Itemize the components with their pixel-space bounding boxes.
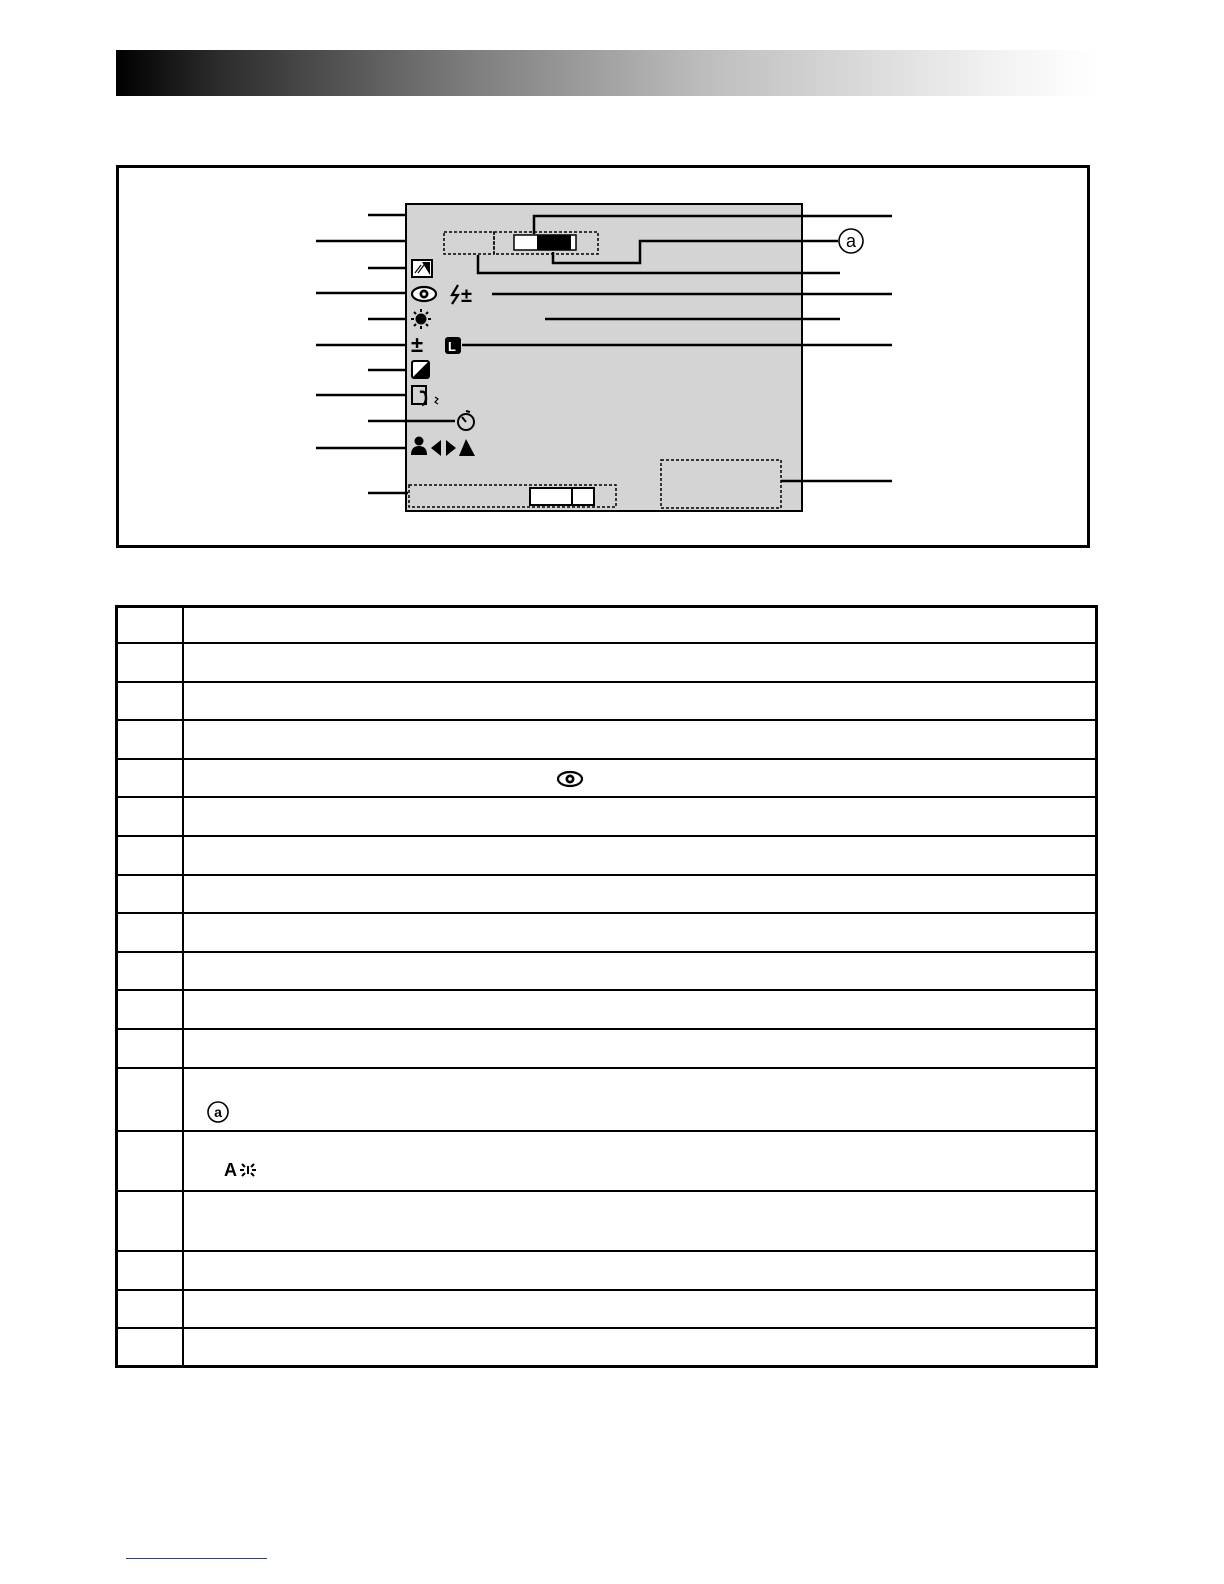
row-description-cell (183, 1328, 1097, 1367)
table-row (117, 607, 1097, 643)
row-number-cell (117, 1251, 184, 1290)
callout-line (534, 216, 892, 234)
table-row (117, 643, 1097, 682)
red-eye-icon (412, 287, 436, 301)
table-row (117, 1251, 1097, 1290)
card-mode-icon (412, 386, 438, 405)
table-row (117, 952, 1097, 990)
svg-text:±: ± (411, 332, 424, 357)
marker-a-icon (839, 229, 863, 253)
row-number-cell (117, 797, 184, 836)
row-number-cell (117, 990, 184, 1029)
row-description-cell (183, 1251, 1097, 1290)
dotted-box (444, 232, 494, 254)
bottom-gauge-icon (530, 488, 594, 505)
row-description-cell (183, 1029, 1097, 1068)
table-row (117, 990, 1097, 1029)
table-row (117, 1131, 1097, 1191)
diagram-callouts (0, 0, 1224, 600)
row-number-cell (117, 913, 184, 952)
marker-a-icon (206, 1100, 230, 1124)
table-row (117, 836, 1097, 875)
table-row (117, 1191, 1097, 1251)
description-table-wrap (115, 605, 1098, 1368)
row-description-cell (183, 1191, 1097, 1251)
row-description-cell (183, 836, 1097, 875)
exposure-compensation-icon (411, 332, 423, 357)
row-description-cell (183, 682, 1097, 720)
row-description-cell (183, 1290, 1097, 1328)
row-description-cell (183, 607, 1097, 643)
row-description-cell (183, 759, 1097, 797)
row-description-cell (183, 990, 1097, 1029)
callout-line (553, 241, 838, 263)
row-description-cell (183, 720, 1097, 759)
row-number-cell (117, 1068, 184, 1131)
table-row (117, 682, 1097, 720)
table-row (117, 720, 1097, 759)
row-number-cell (117, 875, 184, 913)
top-gauge-icon (514, 235, 576, 250)
svg-text:±: ± (461, 285, 472, 307)
self-timer-icon (458, 411, 474, 430)
row-number-cell (117, 1328, 184, 1367)
row-description-cell (183, 913, 1097, 952)
backlight-icon (412, 260, 432, 277)
contrast-icon (412, 361, 429, 378)
red-eye-icon (555, 769, 585, 789)
row-number-cell (117, 1191, 184, 1251)
row-description-cell (183, 952, 1097, 990)
row-number-cell (117, 682, 184, 720)
table-row (117, 875, 1097, 913)
row-number-cell (117, 952, 184, 990)
row-number-cell (117, 643, 184, 682)
auto-flash-label: A (224, 1159, 237, 1180)
footer-rule (126, 1558, 267, 1559)
row-description-cell (183, 1068, 1097, 1131)
row-number-cell (117, 759, 184, 797)
row-number-cell (117, 1131, 184, 1191)
focus-range-icon (411, 437, 475, 457)
row-description-cell (183, 643, 1097, 682)
auto-flash-icon (224, 1160, 259, 1181)
row-number-cell (117, 720, 184, 759)
lock-l-icon (445, 337, 461, 354)
table-row (117, 1068, 1097, 1131)
table-row (117, 1290, 1097, 1328)
svg-text:L: L (448, 339, 456, 354)
row-number-cell (117, 1029, 184, 1068)
row-number-cell (117, 836, 184, 875)
white-balance-icon (411, 309, 431, 329)
svg-text:a: a (845, 231, 857, 251)
row-description-cell (183, 1131, 1097, 1191)
flash-burst-icon (237, 1160, 259, 1180)
row-description-cell (183, 797, 1097, 836)
dotted-box (661, 460, 781, 508)
svg-text:a: a (214, 1103, 222, 1120)
row-number-cell (117, 607, 184, 643)
table-row (117, 1029, 1097, 1068)
callout-line (478, 255, 840, 273)
description-table (115, 605, 1098, 1368)
table-row (117, 797, 1097, 836)
row-description-cell (183, 875, 1097, 913)
table-row (117, 759, 1097, 797)
table-row (117, 913, 1097, 952)
row-number-cell (117, 1290, 184, 1328)
flash-compensation-icon (452, 285, 472, 307)
table-row (117, 1328, 1097, 1367)
